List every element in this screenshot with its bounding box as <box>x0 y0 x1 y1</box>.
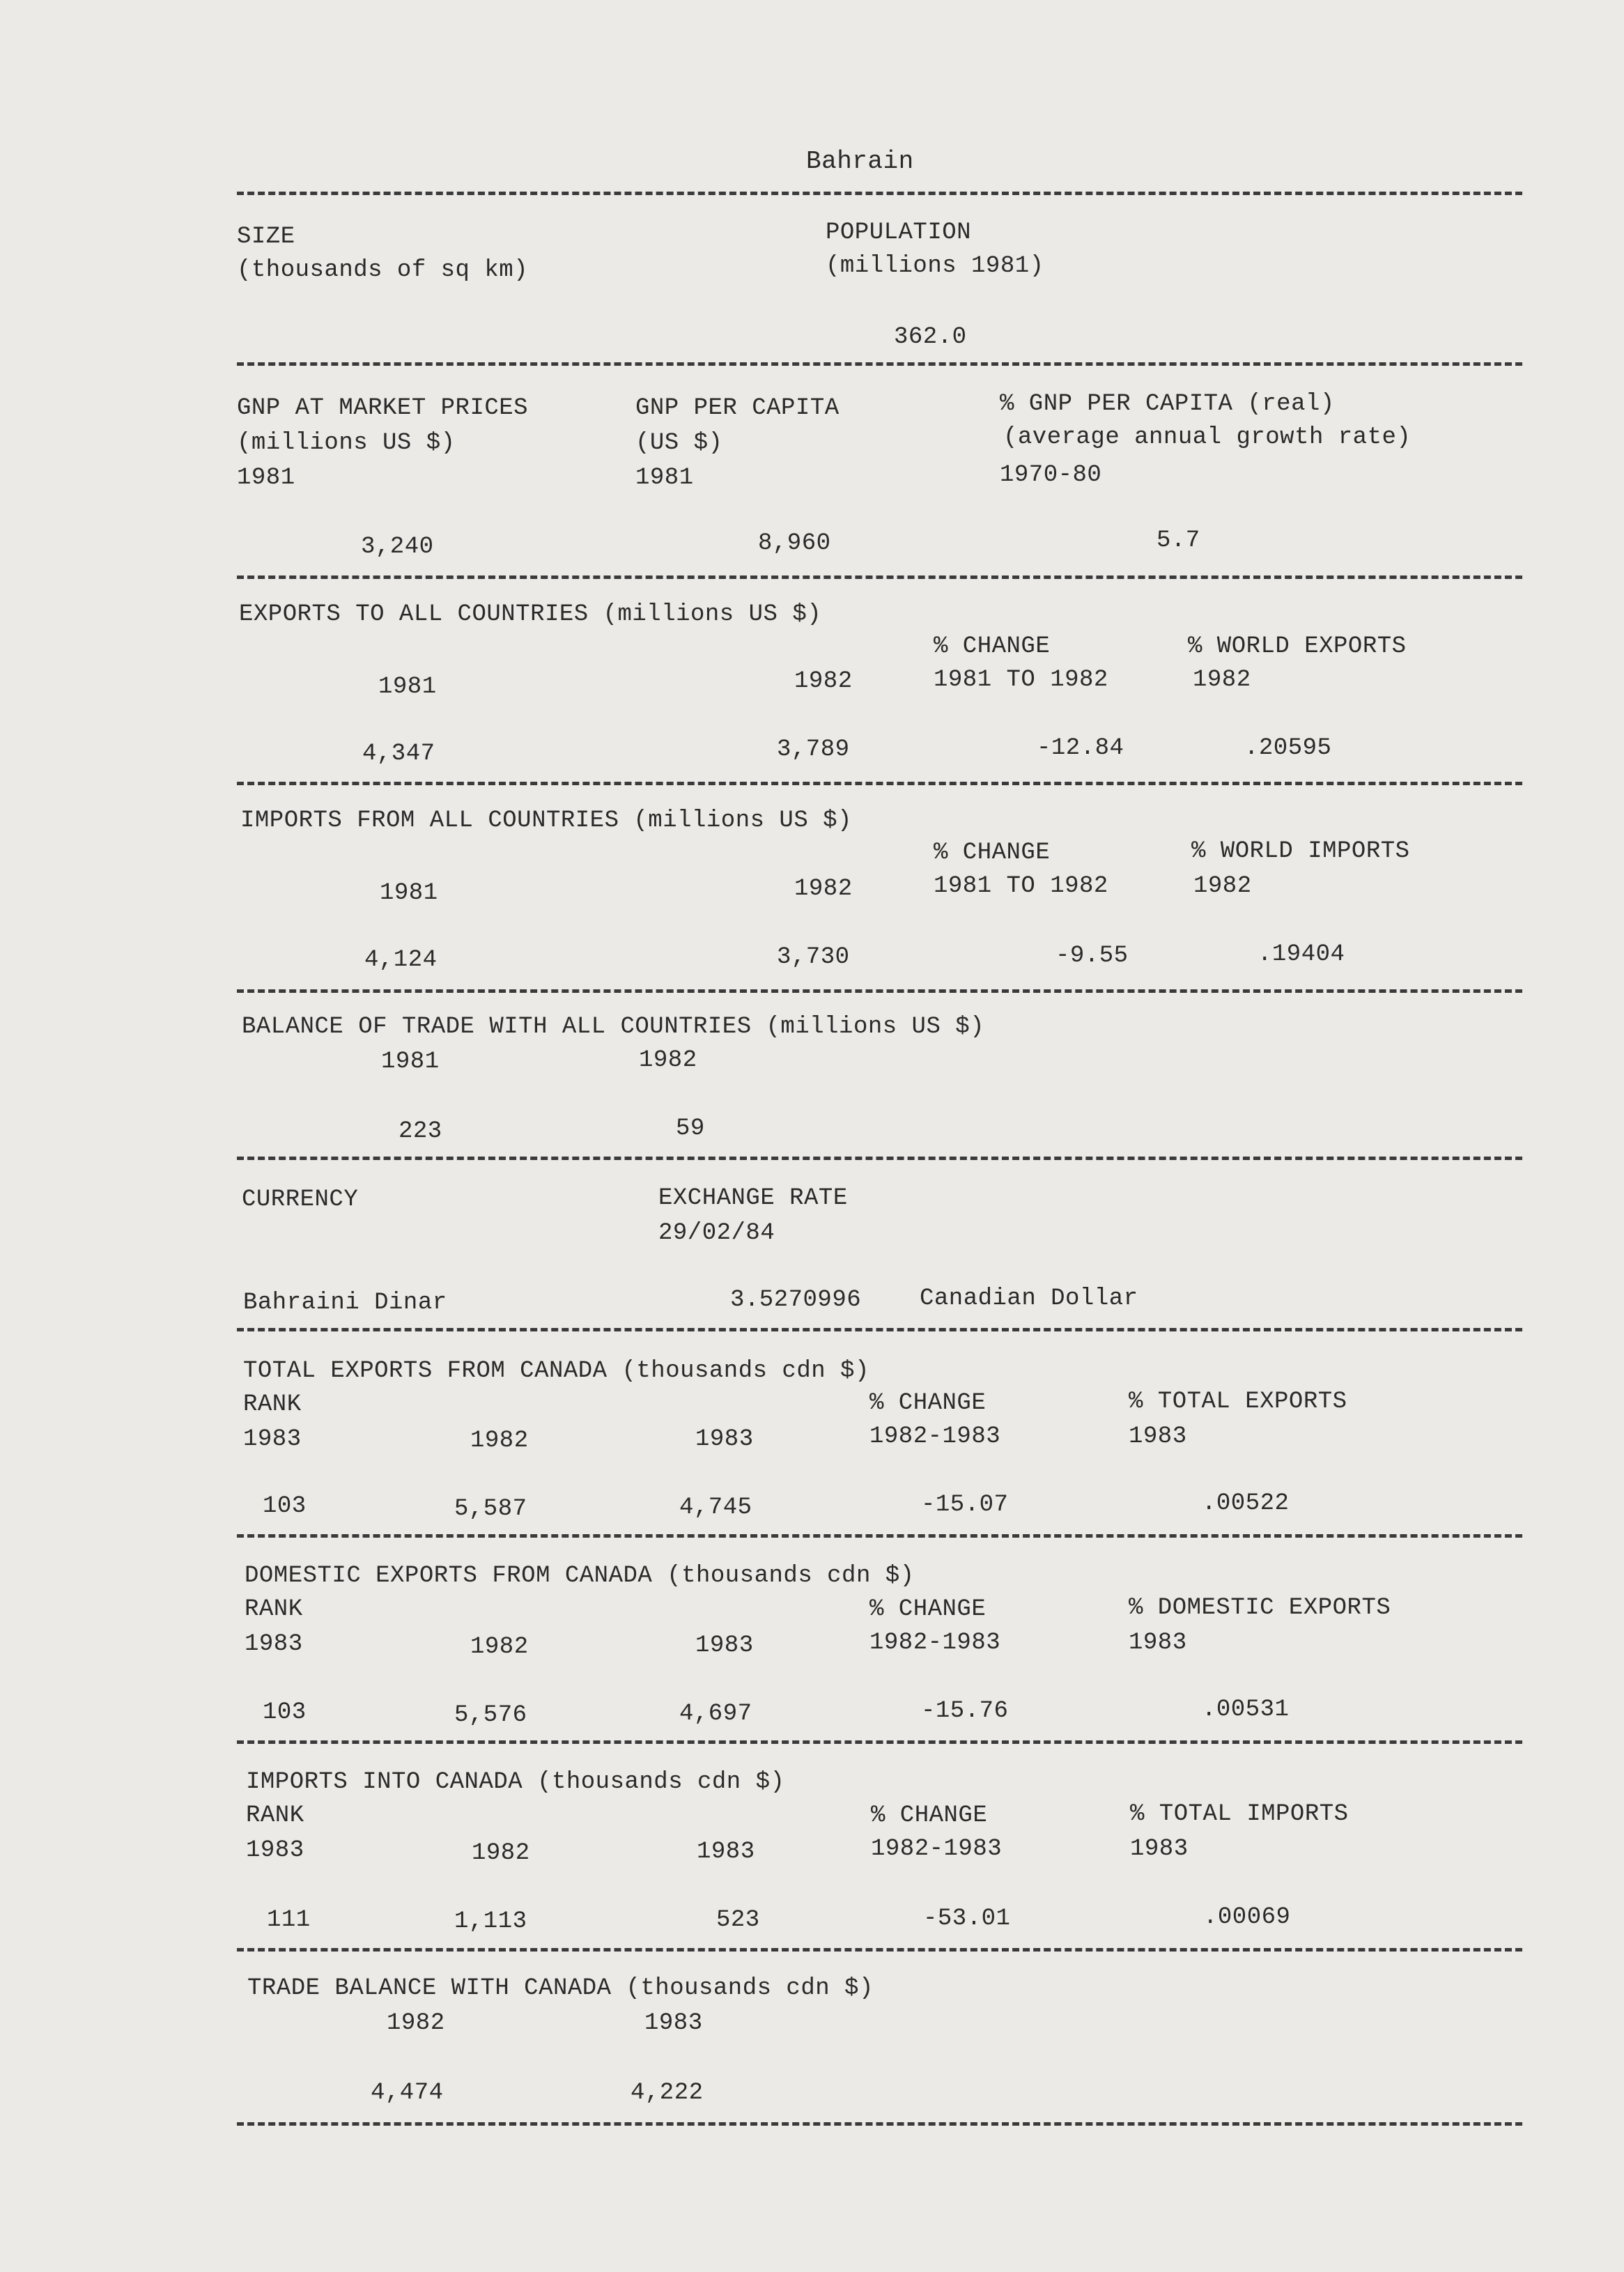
imports-all-world: .19404 <box>1258 941 1345 968</box>
trade-balance-canada-v1: 4,474 <box>371 2080 444 2106</box>
divider <box>237 575 1522 579</box>
total-exports-share-label: % TOTAL EXPORTS <box>1129 1389 1347 1415</box>
gnp-growth-unit: (average annual growth rate) <box>1003 424 1412 451</box>
size-label: SIZE <box>237 224 295 250</box>
exports-all-world-label: % WORLD EXPORTS <box>1188 633 1407 660</box>
domestic-exports-change-label: % CHANGE <box>869 1596 987 1623</box>
exports-all-change-period: 1981 TO 1982 <box>934 667 1108 693</box>
imports-canada-change-period: 1982-1983 <box>871 1836 1003 1862</box>
divider <box>237 192 1522 195</box>
total-exports-rank-year: 1983 <box>243 1426 302 1453</box>
divider <box>237 782 1522 785</box>
gnp-market-value: 3,240 <box>361 534 434 560</box>
divider <box>237 2122 1522 2126</box>
total-exports-share-year: 1983 <box>1129 1423 1187 1450</box>
imports-all-v2: 3,730 <box>777 944 850 971</box>
imports-all-change-label: % CHANGE <box>934 840 1051 866</box>
exports-all-change-label: % CHANGE <box>934 633 1051 660</box>
exchange-rate-value: 3.5270996 <box>730 1287 862 1313</box>
exchange-rate-target: Canadian Dollar <box>920 1285 1138 1312</box>
total-exports-change: -15.07 <box>921 1492 1009 1518</box>
gnp-growth-period: 1970-80 <box>1000 462 1102 488</box>
page-title: Bahrain <box>806 147 914 176</box>
imports-canada-v1: 1,113 <box>454 1908 527 1935</box>
imports-canada-y1: 1982 <box>472 1840 530 1867</box>
gnp-growth-label: % GNP PER CAPITA (real) <box>1000 391 1335 417</box>
size-unit: (thousands of sq km) <box>237 257 529 284</box>
imports-canada-label: IMPORTS INTO CANADA (thousands cdn $) <box>246 1769 785 1795</box>
domestic-exports-v1: 5,576 <box>454 1702 527 1729</box>
imports-all-change-period: 1981 TO 1982 <box>934 873 1108 899</box>
exports-all-world: .20595 <box>1244 735 1332 762</box>
imports-all-year2: 1982 <box>794 876 853 902</box>
imports-all-change: -9.55 <box>1055 943 1129 969</box>
total-exports-y1: 1982 <box>470 1428 529 1454</box>
exchange-rate-date: 29/02/84 <box>658 1220 775 1246</box>
domestic-exports-y2: 1983 <box>695 1632 754 1659</box>
exchange-rate-label: EXCHANGE RATE <box>658 1185 848 1212</box>
total-exports-share: .00522 <box>1202 1490 1290 1517</box>
trade-balance-canada-y2: 1983 <box>644 2010 703 2037</box>
domestic-exports-rank: 103 <box>263 1699 307 1726</box>
gnp-market-unit: (millions US $) <box>237 430 456 456</box>
domestic-exports-y1: 1982 <box>470 1634 529 1660</box>
currency-name: Bahraini Dinar <box>243 1290 447 1316</box>
balance-all-v1: 223 <box>399 1118 442 1145</box>
divider <box>237 1534 1522 1538</box>
imports-canada-share-label: % TOTAL IMPORTS <box>1130 1801 1349 1827</box>
balance-all-v2: 59 <box>676 1115 705 1142</box>
trade-balance-canada-label: TRADE BALANCE WITH CANADA (thousands cdn $) <box>247 1975 874 2002</box>
divider <box>237 989 1522 993</box>
imports-canada-rank-year: 1983 <box>246 1837 304 1864</box>
imports-canada-change: -53.01 <box>923 1906 1011 1932</box>
balance-all-year2: 1982 <box>639 1047 697 1074</box>
domestic-exports-rank-year: 1983 <box>245 1631 303 1657</box>
population-label: POPULATION <box>826 219 972 246</box>
imports-all-year1: 1981 <box>380 880 438 906</box>
divider <box>237 1328 1522 1331</box>
total-exports-v1: 5,587 <box>454 1496 527 1522</box>
imports-all-v1: 4,124 <box>364 947 438 973</box>
balance-all-year1: 1981 <box>381 1049 440 1075</box>
domestic-exports-share-year: 1983 <box>1129 1630 1187 1656</box>
trade-balance-canada-y1: 1982 <box>387 2010 445 2037</box>
imports-canada-share: .00069 <box>1203 1904 1291 1931</box>
imports-canada-rank-label: RANK <box>246 1802 304 1829</box>
imports-all-world-label: % WORLD IMPORTS <box>1191 838 1410 865</box>
exports-all-label: EXPORTS TO ALL COUNTRIES (millions US $) <box>239 601 822 628</box>
domestic-exports-v2: 4,697 <box>679 1701 752 1727</box>
trade-balance-canada-v2: 4,222 <box>631 2080 704 2106</box>
total-exports-v2: 4,745 <box>679 1494 752 1521</box>
imports-canada-y2: 1983 <box>697 1839 755 1865</box>
population-value: 362.0 <box>894 324 967 350</box>
exports-all-v1: 4,347 <box>362 741 435 767</box>
total-exports-rank: 103 <box>263 1493 307 1520</box>
currency-label: CURRENCY <box>242 1187 359 1213</box>
gnp-capita-year: 1981 <box>635 465 694 491</box>
gnp-market-year: 1981 <box>237 465 295 491</box>
total-exports-rank-label: RANK <box>243 1391 302 1418</box>
total-exports-change-label: % CHANGE <box>869 1390 987 1416</box>
total-exports-change-period: 1982-1983 <box>869 1423 1001 1450</box>
balance-all-label: BALANCE OF TRADE WITH ALL COUNTRIES (millions US $) <box>242 1014 985 1040</box>
imports-canada-v2: 523 <box>716 1907 760 1933</box>
domestic-exports-share-label: % DOMESTIC EXPORTS <box>1129 1595 1391 1621</box>
divider <box>237 362 1522 366</box>
imports-canada-change-label: % CHANGE <box>871 1802 988 1829</box>
divider <box>237 1948 1522 1952</box>
exports-all-change: -12.84 <box>1037 735 1124 762</box>
imports-all-world-year: 1982 <box>1193 873 1252 899</box>
imports-canada-share-year: 1983 <box>1130 1836 1189 1862</box>
exports-all-world-year: 1982 <box>1193 667 1251 693</box>
gnp-growth-value: 5.7 <box>1157 527 1200 554</box>
total-exports-label: TOTAL EXPORTS FROM CANADA (thousands cdn $) <box>243 1358 869 1384</box>
exports-all-year1: 1981 <box>378 674 437 700</box>
gnp-capita-unit: (US $) <box>635 430 723 456</box>
domestic-exports-change-period: 1982-1983 <box>869 1630 1001 1656</box>
gnp-capita-value: 8,960 <box>758 530 831 557</box>
total-exports-y2: 1983 <box>695 1426 754 1453</box>
divider <box>237 1157 1522 1160</box>
imports-canada-rank: 111 <box>267 1907 311 1933</box>
domestic-exports-label: DOMESTIC EXPORTS FROM CANADA (thousands cdn $) <box>245 1563 915 1589</box>
domestic-exports-rank-label: RANK <box>245 1596 303 1623</box>
exports-all-v2: 3,789 <box>777 736 850 763</box>
exports-all-year2: 1982 <box>794 668 853 695</box>
divider <box>237 1740 1522 1744</box>
domestic-exports-share: .00531 <box>1202 1697 1290 1723</box>
gnp-capita-label: GNP PER CAPITA <box>635 395 840 422</box>
domestic-exports-change: -15.76 <box>921 1698 1009 1724</box>
imports-all-label: IMPORTS FROM ALL COUNTRIES (millions US $) <box>240 807 852 834</box>
population-unit: (millions 1981) <box>826 253 1044 279</box>
gnp-market-label: GNP AT MARKET PRICES <box>237 395 529 422</box>
